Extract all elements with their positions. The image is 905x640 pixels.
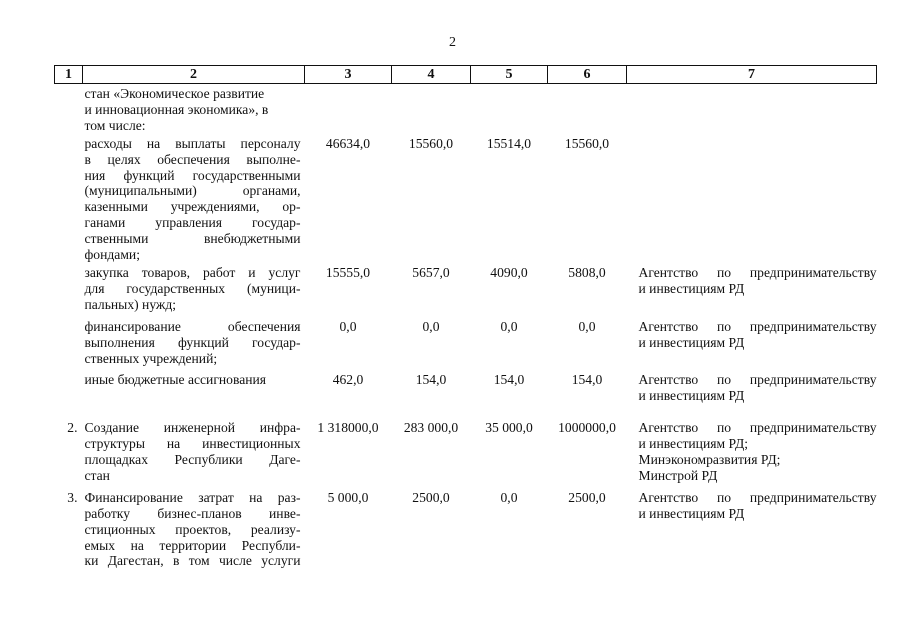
description-line: площадках Республики Даге- (84, 452, 301, 468)
executor-line: и инвестициям РД (638, 334, 745, 350)
row-executor (627, 484, 877, 570)
row-number (55, 84, 83, 134)
executor-line: и инвестициям РД; (638, 436, 749, 452)
table-row (55, 313, 877, 367)
value-col-3: 15555,0 (325, 264, 371, 280)
row-executor (627, 134, 877, 263)
description-line: ния функций государственными (84, 167, 301, 183)
value-col-4 (392, 84, 471, 134)
row-number (55, 263, 83, 313)
description-line: в целях обеспечения выполне- (84, 151, 301, 167)
executor-line: и инвестициям РД (638, 388, 745, 404)
description-line: ганами управления государ- (84, 215, 301, 231)
value-col-6: 1000000,0 (558, 420, 616, 436)
column-number-2: 2 (83, 66, 305, 84)
row-number: 3. (67, 489, 78, 505)
description-line: стиционных проектов, реализу- (84, 521, 301, 537)
description-line: (муниципальными) органами, (84, 183, 301, 199)
table-row (55, 263, 877, 313)
value-col-4: 15560,0 (408, 135, 454, 151)
executor-line: Агентство по предпринимательству (638, 372, 877, 388)
executor-line: Агентство по предпринимательству (638, 264, 877, 280)
value-col-3 (305, 84, 392, 134)
value-col-5: 0,0 (500, 318, 518, 334)
description-line: пальных) нужд; (84, 296, 177, 312)
executor-line: Агентство по предпринимательству (638, 318, 877, 334)
row-description (83, 366, 305, 404)
description-line: ственными внебюджетными (84, 231, 301, 247)
value-col-4: 283 000,0 (403, 420, 459, 436)
value-col-3: 46634,0 (325, 135, 371, 151)
description-line: расходы на выплаты персоналу (84, 135, 301, 151)
executor-line: Агентство по предпринимательству (638, 489, 877, 505)
value-col-6: 2500,0 (568, 489, 606, 505)
column-number-5: 5 (471, 66, 548, 84)
value-col-4: 2500,0 (412, 489, 450, 505)
row-executor (627, 366, 877, 404)
column-number-6: 6 (548, 66, 627, 84)
executor-line: и инвестициям РД (638, 505, 745, 521)
value-col-6: 5808,0 (568, 264, 606, 280)
description-line: стан «Экономическое развитие (84, 86, 265, 101)
row-number: 2. (67, 420, 78, 436)
row-executor (627, 313, 877, 367)
value-col-5: 35 000,0 (485, 420, 533, 436)
description-line: для государственных (муници- (84, 280, 301, 296)
description-line: работку бизнес-планов инве- (84, 505, 301, 521)
row-description (83, 263, 305, 313)
description-line: и инновационная экономика», в (84, 101, 269, 117)
description-line: том числе: (84, 117, 146, 133)
value-col-3: 1 318000,0 (317, 420, 379, 436)
row-description (83, 313, 305, 367)
row-description (83, 484, 305, 570)
column-number-3: 3 (305, 66, 392, 84)
table-row (55, 484, 877, 570)
table-row (55, 134, 877, 263)
budget-table (54, 65, 877, 569)
value-col-6: 154,0 (571, 372, 603, 388)
description-line: ки Дагестан, в том числе услуги (84, 553, 301, 569)
value-col-6 (548, 84, 627, 134)
description-line: ственных учреждений; (84, 350, 218, 366)
description-line: Создание инженерной инфра- (84, 420, 301, 436)
description-line: Финансирование затрат на раз- (84, 489, 301, 505)
executor-line: Минэкономразвития РД; (638, 452, 781, 468)
description-line: закупка товаров, работ и услуг (84, 264, 301, 280)
value-col-5: 15514,0 (486, 135, 532, 151)
row-executor (627, 263, 877, 313)
value-col-5: 0,0 (500, 489, 518, 505)
description-line: выполнения функций государ- (84, 334, 301, 350)
row-number (55, 366, 83, 404)
value-col-4: 154,0 (415, 372, 447, 388)
table-row (55, 404, 877, 484)
column-number-row (55, 66, 877, 84)
row-number (55, 134, 83, 263)
description-line: фондами; (84, 247, 140, 263)
description-line: финансирование обеспечения (84, 318, 301, 334)
executor-line: Агентство по предпринимательству (638, 420, 877, 436)
column-number-4: 4 (392, 66, 471, 84)
row-number (55, 313, 83, 367)
value-col-6: 15560,0 (564, 135, 610, 151)
table-row (55, 366, 877, 404)
value-col-4: 5657,0 (412, 264, 450, 280)
description-line: емых на территории Республи- (84, 537, 301, 553)
description-line: структуры на инвестиционных (84, 436, 301, 452)
column-number-1: 1 (55, 66, 83, 84)
executor-line: и инвестициям РД (638, 280, 745, 296)
value-col-3: 0,0 (339, 318, 357, 334)
row-description (83, 84, 305, 134)
description-line: иные бюджетные ассигнования (84, 372, 267, 388)
value-col-3: 462,0 (332, 372, 364, 388)
row-executor (627, 84, 877, 134)
column-number-7: 7 (627, 66, 877, 84)
value-col-3: 5 000,0 (327, 489, 369, 505)
value-col-5: 154,0 (493, 372, 525, 388)
row-executor (627, 404, 877, 484)
page-number: 2 (449, 35, 456, 50)
description-line: казенными учреждениями, ор- (84, 199, 301, 215)
value-col-6: 0,0 (578, 318, 596, 334)
description-line: стан (84, 467, 110, 483)
row-description (83, 134, 305, 263)
value-col-5: 4090,0 (490, 264, 528, 280)
executor-line: Минстрой РД (638, 467, 718, 483)
value-col-5 (471, 84, 548, 134)
value-col-4: 0,0 (422, 318, 440, 334)
row-description (83, 404, 305, 484)
table-row (55, 84, 877, 134)
